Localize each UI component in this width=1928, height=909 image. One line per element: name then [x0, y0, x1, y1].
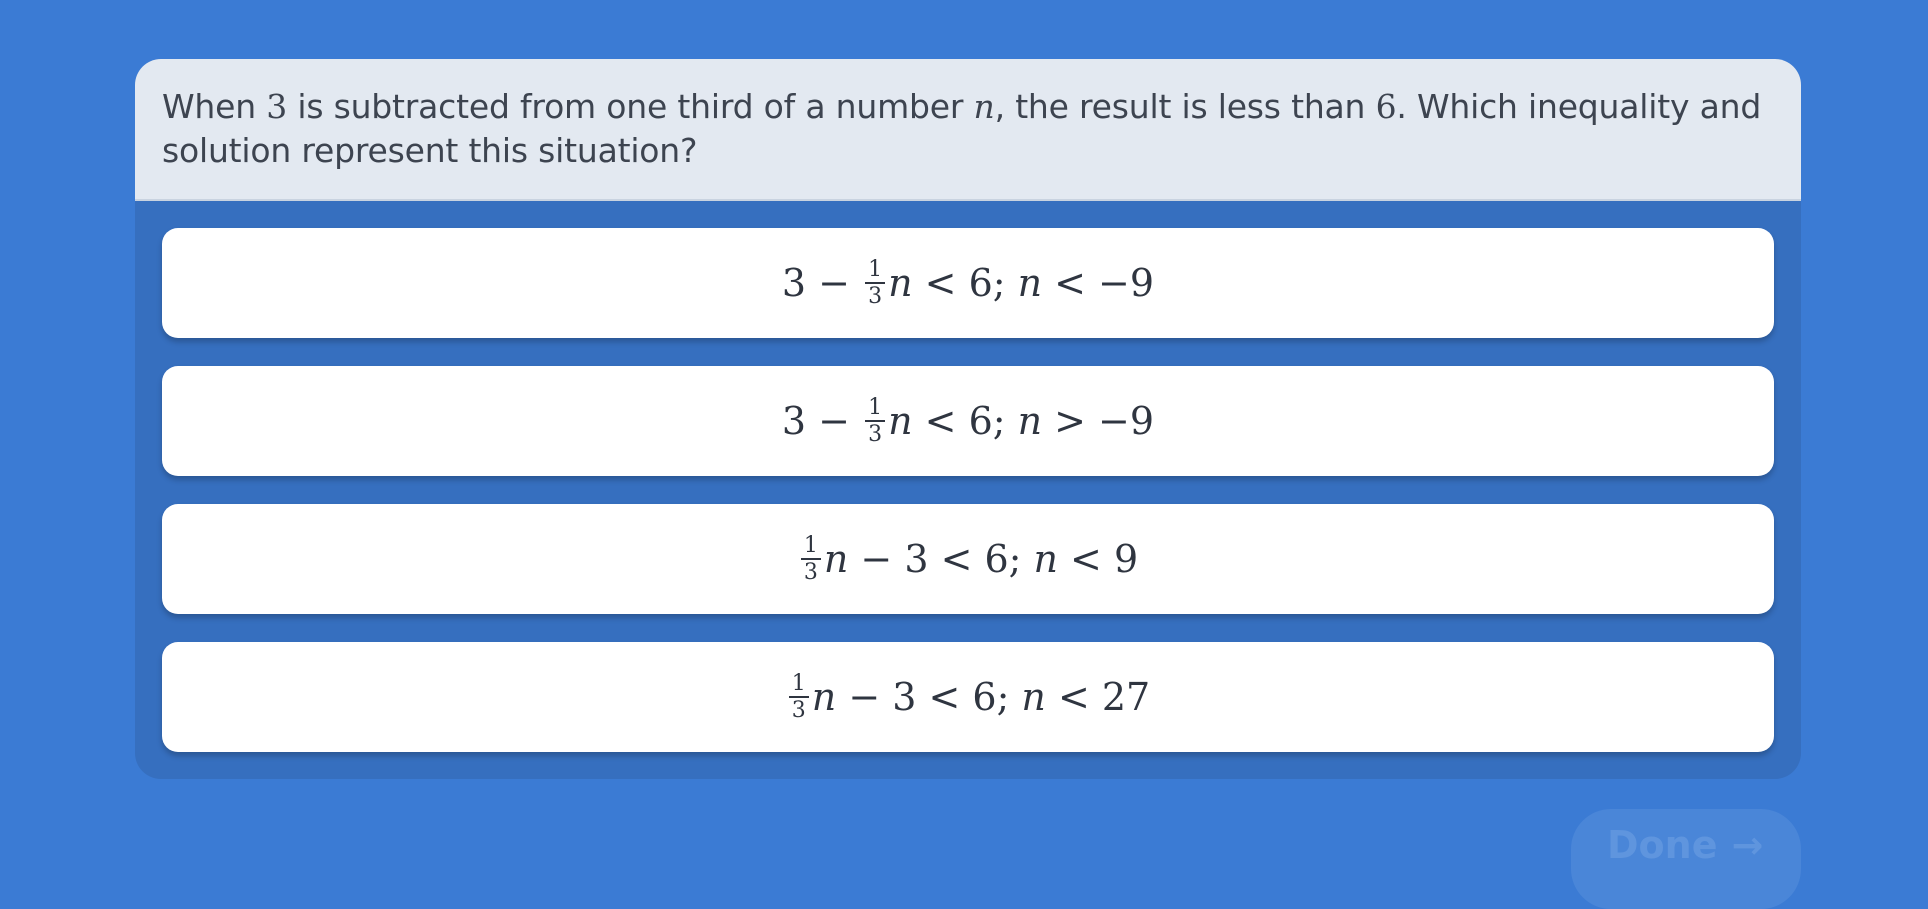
question-part: . Which inequality and solution represent this situation?	[162, 87, 1762, 170]
question-math-number: 6	[1375, 87, 1397, 126]
formula-variable: n	[888, 399, 913, 443]
fraction	[865, 256, 885, 309]
fraction	[789, 670, 809, 723]
option-formula	[781, 256, 1155, 309]
solution-rest: < −9	[1042, 261, 1155, 305]
formula-lead: 3 −	[781, 261, 863, 305]
answer-option-4[interactable]	[162, 642, 1774, 752]
fraction-numerator: 1	[865, 397, 885, 422]
formula-variable: n	[811, 675, 837, 719]
fraction	[801, 532, 821, 585]
option-formula	[798, 532, 1139, 585]
solution-variable: n	[1017, 261, 1043, 305]
fraction-denominator: 3	[868, 283, 883, 309]
answer-options	[162, 228, 1774, 779]
fraction-denominator: 3	[868, 421, 883, 447]
answer-option-2[interactable]	[162, 366, 1774, 476]
fraction-numerator: 1	[789, 673, 809, 698]
fraction	[865, 394, 885, 447]
solution-variable: n	[1033, 537, 1058, 581]
formula-rest: < 6;	[912, 261, 1006, 305]
solution-rest: < 27	[1045, 675, 1151, 719]
solution-variable: n	[1021, 675, 1046, 719]
question-text	[162, 85, 1777, 173]
done-button-label: Done	[1607, 823, 1718, 867]
fraction-numerator: 1	[865, 259, 885, 284]
solution-rest: < 9	[1057, 537, 1139, 581]
fraction-denominator: 3	[803, 559, 818, 585]
option-formula	[781, 394, 1155, 447]
fraction-denominator: 3	[791, 697, 806, 723]
question-part: , the result is less than	[994, 87, 1376, 126]
option-formula	[786, 670, 1151, 723]
formula-rest: − 3 < 6;	[836, 675, 1010, 719]
formula-variable: n	[823, 537, 849, 581]
quiz-card	[135, 59, 1801, 779]
question-part: When	[162, 87, 267, 126]
question-math-variable: n	[973, 87, 995, 126]
formula-rest: − 3 < 6;	[848, 537, 1022, 581]
solution-rest: > −9	[1042, 399, 1155, 443]
question-panel	[135, 59, 1801, 201]
answer-option-1[interactable]	[162, 228, 1774, 338]
question-part: is subtracted from one third of a number	[287, 87, 974, 126]
done-button[interactable]	[1571, 809, 1801, 909]
fraction-numerator: 1	[801, 535, 821, 560]
formula-variable: n	[888, 261, 913, 305]
arrow-right-icon: →	[1731, 823, 1764, 867]
question-math-number: 3	[266, 87, 288, 126]
formula-rest: < 6;	[912, 399, 1006, 443]
solution-variable: n	[1017, 399, 1043, 443]
formula-lead: 3 −	[781, 399, 863, 443]
answer-option-3[interactable]	[162, 504, 1774, 614]
